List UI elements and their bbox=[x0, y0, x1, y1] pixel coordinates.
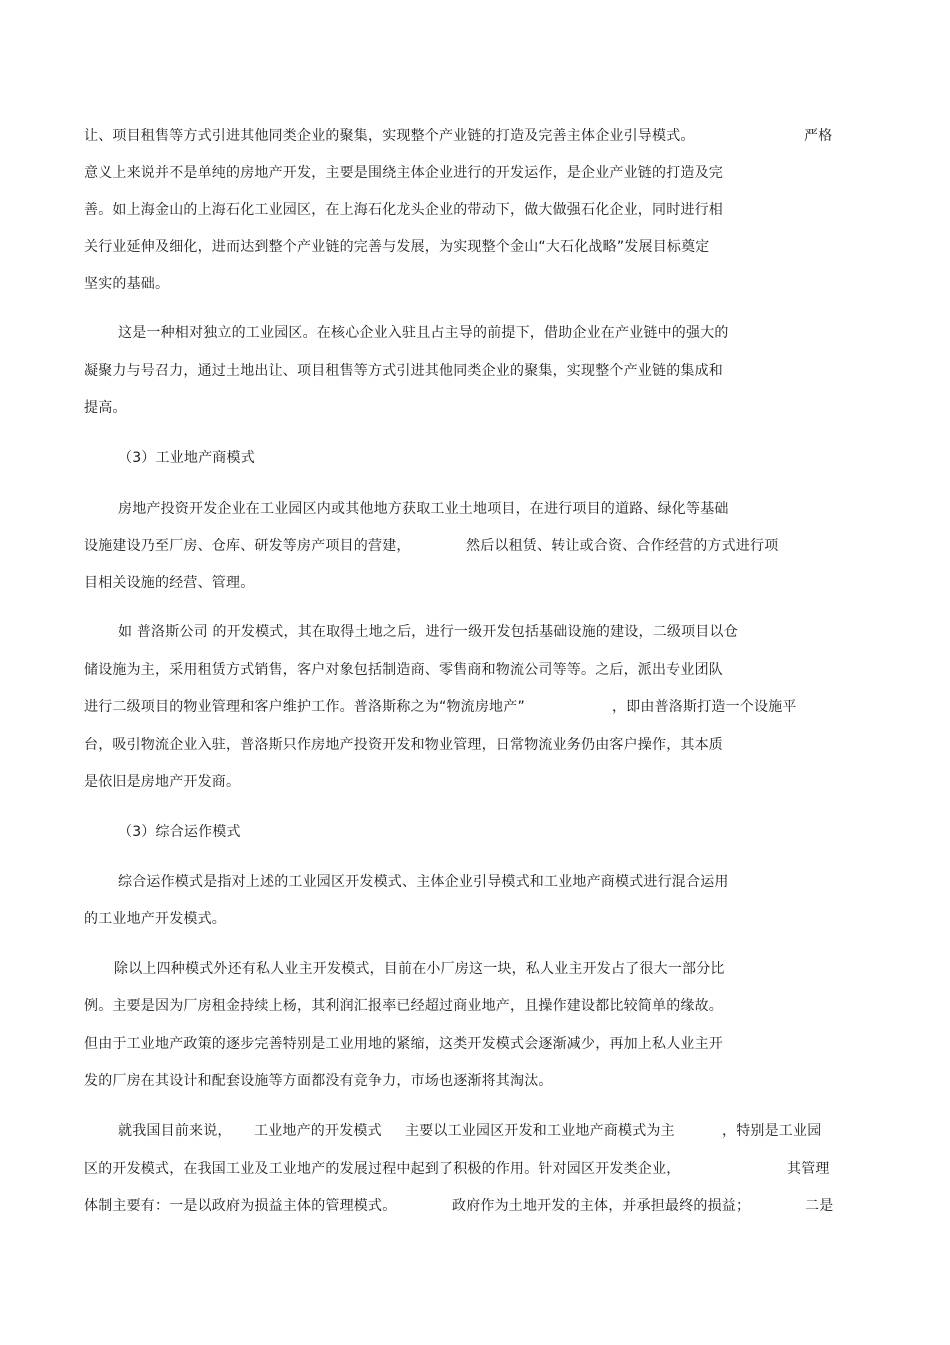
text-segment: 主要以工业园区开发和工业地产商模式为主 bbox=[405, 1123, 675, 1139]
text-line bbox=[84, 1159, 680, 1179]
text-line bbox=[84, 1034, 723, 1054]
text-segment: 区的开发模式，在我国工业及工业地产的发展过程中起到了积极的作用。针对园区开发类企业， bbox=[84, 1161, 681, 1177]
text-line bbox=[84, 398, 127, 418]
text-segment: 善。如上海金山的上海石化工业园区，在上海石化龙头企业的带动下，做大做强石化企业，同时进行相 bbox=[84, 202, 723, 218]
text-segment: 政府作为土地开发的主体，并承担最终的损益； bbox=[452, 1198, 751, 1214]
text-segment: 提高。 bbox=[84, 400, 127, 416]
text-segment: （3）工业地产商模式 bbox=[118, 450, 255, 466]
text-line bbox=[787, 1159, 830, 1179]
text-line bbox=[84, 274, 169, 294]
text-line bbox=[84, 735, 723, 755]
text-line bbox=[118, 1121, 232, 1141]
text-segment: 凝聚力与号召力，通过土地出让、项目租售等方式引进其他同类企业的聚集，实现整个产业链的集成和 bbox=[84, 363, 723, 379]
text-segment: ，即由普洛斯打造一个设施平 bbox=[612, 699, 797, 715]
text-line bbox=[84, 1196, 396, 1216]
text-line bbox=[466, 536, 778, 556]
text-line bbox=[722, 1121, 821, 1141]
text-segment: 例。主要是因为厂房租金持续上杨，其利润汇报率已经超过商业地产，且操作建设都比较简单的缘故。 bbox=[84, 998, 723, 1014]
text-line bbox=[118, 323, 729, 343]
text-line bbox=[84, 1071, 553, 1091]
text-segment: 设施建设乃至厂房、仓库、研发等房产项目的营建， bbox=[84, 538, 411, 554]
text-line bbox=[118, 872, 729, 892]
text-line bbox=[84, 536, 411, 556]
text-line bbox=[254, 1121, 382, 1141]
text-line bbox=[84, 909, 226, 929]
text-segment: 意义上来说并不是单纯的房地产开发，主要是围绕主体企业进行的开发运作，是企业产业链的打造及完 bbox=[84, 165, 723, 181]
text-line bbox=[114, 959, 725, 979]
text-segment: 房地产投资开发企业在工业园区内或其他地方获取工业土地项目，在进行项目的道路、绿化等基础 bbox=[118, 501, 729, 517]
text-line bbox=[84, 697, 525, 717]
text-segment: 这是一种相对独立的工业园区。在核心企业入驻且占主导的前提下，借助企业在产业链中的强大的 bbox=[118, 325, 729, 341]
text-line bbox=[452, 1196, 750, 1216]
text-line bbox=[84, 361, 723, 381]
text-segment: 台，吸引物流企业入驻，普洛斯只作房地产投资开发和物业管理，日常物流业务仍由客户操作，其本质 bbox=[84, 737, 723, 753]
text-segment: 让、项目租售等方式引进其他同类企业的聚集，实现整个产业链的打造及完善主体企业引导模式。 bbox=[84, 128, 695, 144]
text-line bbox=[84, 660, 723, 680]
section-heading bbox=[118, 822, 241, 842]
text-segment: 综合运作模式是指对上述的工业园区开发模式、主体企业引导模式和工业地产商模式进行混合运用 bbox=[118, 874, 729, 890]
text-line bbox=[405, 1121, 675, 1141]
text-line bbox=[84, 163, 723, 183]
text-segment: 关行业延伸及细化，进而达到整个产业链的完善与发展，为实现整个金山“大石化战略”发展目标奠定 bbox=[84, 239, 710, 255]
text-line bbox=[118, 622, 738, 642]
text-segment: 严格 bbox=[804, 128, 833, 144]
text-line bbox=[118, 499, 729, 519]
text-line bbox=[804, 126, 832, 146]
text-segment: 目相关设施的经营、管理。 bbox=[84, 575, 255, 591]
text-line bbox=[84, 573, 254, 593]
text-segment: 进行二级项目的物业管理和客户维护工作。普洛斯称之为“物流房地产” bbox=[84, 699, 525, 715]
text-segment: 除以上四种模式外还有私人业主开发模式，目前在小厂房这一块，私人业主开发占了很大一部分比 bbox=[114, 961, 725, 977]
text-segment: 的工业地产开发模式。 bbox=[84, 911, 226, 927]
text-segment: 坚实的基础。 bbox=[84, 276, 170, 292]
text-segment: 工业地产的开发模式 bbox=[254, 1123, 382, 1139]
text-segment: 如 普洛斯公司 的开发模式，其在取得土地之后，进行一级开发包括基础设施的建设，二级项目以仓 bbox=[118, 624, 738, 640]
text-line bbox=[84, 237, 710, 257]
text-line bbox=[84, 996, 723, 1016]
text-line bbox=[612, 697, 797, 717]
text-segment: 发的厂房在其设计和配套设施等方面都没有竞争力，市场也逐渐将其淘汰。 bbox=[84, 1073, 553, 1089]
text-segment: 其管理 bbox=[787, 1161, 830, 1177]
text-segment: 然后以租赁、转让或合资、合作经营的方式进行项 bbox=[466, 538, 779, 554]
text-segment: 是依旧是房地产开发商。 bbox=[84, 774, 241, 790]
text-line bbox=[84, 200, 723, 220]
section-heading bbox=[118, 448, 255, 468]
text-segment: 但由于工业地产政策的逐步完善特别是工业用地的紧缩，这类开发模式会逐渐减少，再加上私人业主开 bbox=[84, 1036, 723, 1052]
text-segment: （3）综合运作模式 bbox=[118, 824, 241, 840]
text-line bbox=[84, 126, 695, 146]
text-segment: 就我国目前来说， bbox=[118, 1123, 232, 1139]
text-segment: 体制主要有：一是以政府为损益主体的管理模式。 bbox=[84, 1198, 397, 1214]
text-line bbox=[805, 1196, 833, 1216]
text-segment: 储设施为主，采用租赁方式销售，客户对象包括制造商、零售商和物流公司等等。之后，派出专业团队 bbox=[84, 662, 723, 678]
text-segment: ，特别是工业园 bbox=[722, 1123, 822, 1139]
text-segment: 二是 bbox=[805, 1198, 834, 1214]
text-line bbox=[84, 772, 240, 792]
